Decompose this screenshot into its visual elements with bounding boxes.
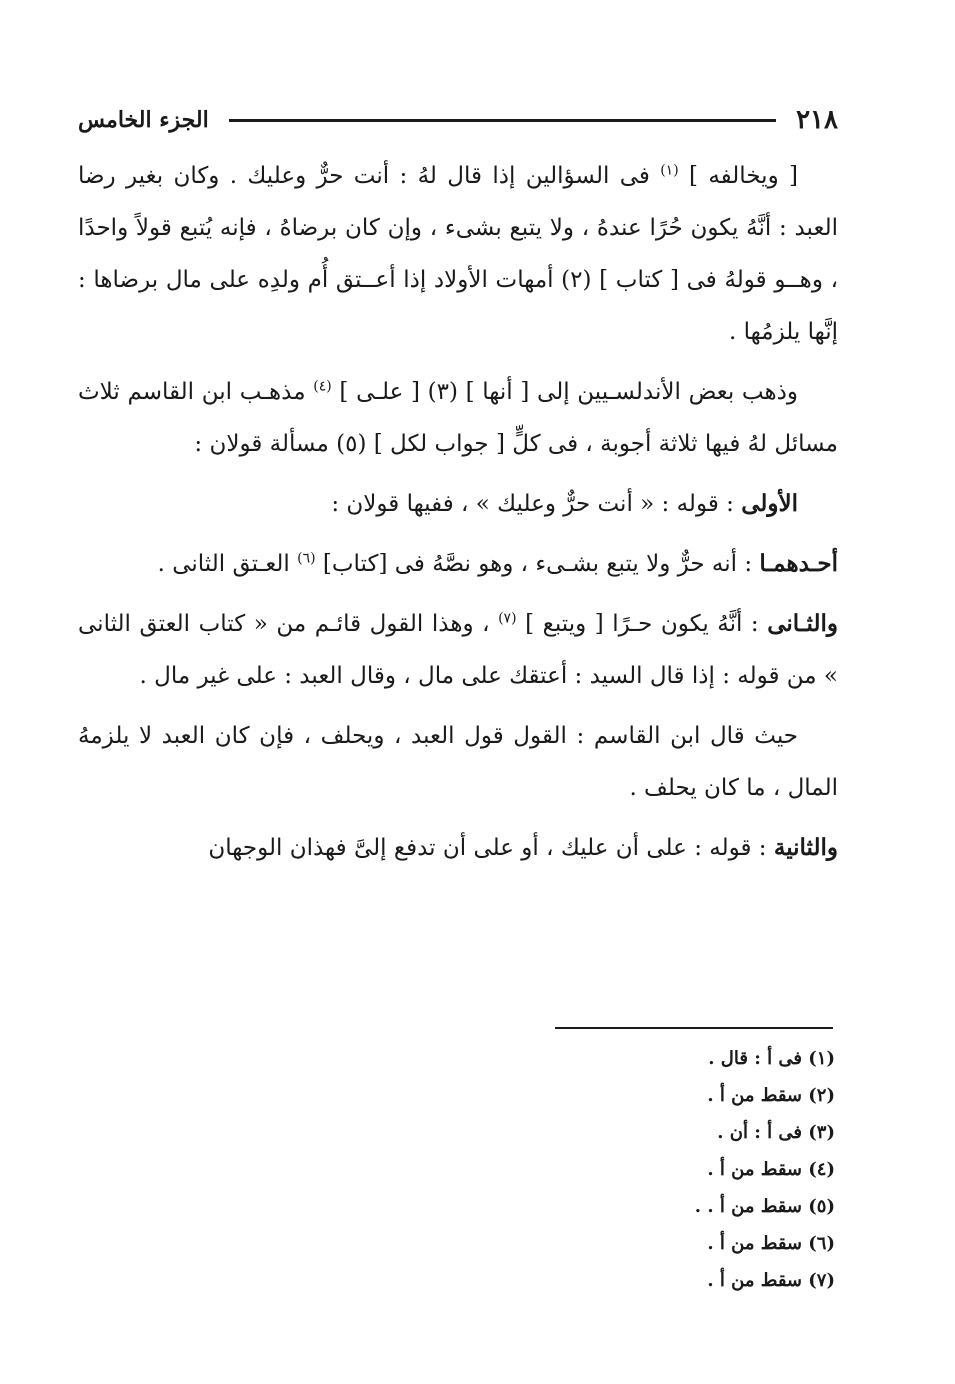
- page-number: ٢١٨: [796, 105, 838, 135]
- paragraph-6: حيث قال ابن القاسم : القول قول العبد ، ويحلف ، فإن كان العبد لا يلزمهُ المال ، ما كان يحلف .: [78, 723, 838, 801]
- footnote-3: (٣) فى أ : أن .: [717, 1122, 835, 1143]
- footnote-2: (٢) سقط من أ .: [707, 1085, 835, 1106]
- paragraph-2: وذهب بعض الأندلسـيين إلى [ أنها ] (٣) [ علـى ] $^{(٤)}$ مذهـب ابن القاسم ثلاث مسائل لهُ فيها ثلاثة أجوبة ، فى كلٍّ [ جواب لكل ] (٥) مسألة قولان :: [78, 378, 838, 457]
- paragraph-3: الأولى : قوله : « أنت حرٌّ وعليك » ، ففيها قولان :: [331, 490, 798, 517]
- footnotes: [435, 1040, 835, 1299]
- footnote-separator: [555, 1027, 833, 1029]
- footnote-ref: (٤): [313, 378, 332, 395]
- footnote-ref: (٧): [498, 610, 517, 627]
- paragraph-lead: والثـانى: [767, 610, 838, 637]
- footnote-1: (١) فى أ : قال .: [708, 1048, 835, 1069]
- footnote-7: (٧) سقط من أ .: [707, 1270, 835, 1291]
- footnote-5: (٥) سقط من أ . .: [694, 1196, 835, 1217]
- footnote-ref: (١): [660, 162, 679, 179]
- paragraph-lead: الأولى: [741, 490, 798, 517]
- page-header: [78, 100, 838, 140]
- body-text: [78, 150, 838, 882]
- footnote-6: (٦) سقط من أ .: [707, 1233, 835, 1254]
- running-title: الجزء الخامس: [78, 107, 209, 133]
- paragraph-4: أحـدهمـا : أنه حرٌّ ولا يتبع بشـىء ، وهو نصَّهُ فى [كتاب] $^{(٦)}$ العـتق الثانى .: [157, 550, 838, 577]
- paragraph-5: والثـانى : أنَّهُ يكون حـرًا [ ويتبع ] $^{(٧)}$ ، وهذا القول قائـم من « كتاب العتق الثانى » من قوله : إذا قال السيد : أعتقك على مال ، وقال العبد : على غير مال .: [78, 610, 838, 689]
- header-rule: [229, 119, 776, 122]
- paragraph-7: والثانية : قوله : على أن عليك ، أو على أن تدفع إلىَّ فهذان الوجهان: [208, 834, 838, 861]
- paragraph-1: [ ويخالفه ] $^{(١)}$ فى السؤالين إذا قال لهُ : أنت حرٌّ وعليك . وكان بغير رضا العبد : أنَّهُ يكون حُرًا عندهُ ، ولا يتبع بشىء ، وإن كان برضاهُ ، فإنه يُتبع قولاً واحدًا ، وهــو قولهُ فى [ كتاب ] (٢) أمهات الأولاد إذا أعــتق أُم ولدِه على مال برضاها : إنَّها يلزمُها .: [78, 162, 839, 345]
- paragraph-lead: أحـدهمـا: [759, 550, 838, 577]
- paragraph-lead: والثانية: [773, 834, 838, 861]
- footnote-ref: (٦): [297, 550, 316, 567]
- footnote-4: (٤) سقط من أ .: [707, 1159, 835, 1180]
